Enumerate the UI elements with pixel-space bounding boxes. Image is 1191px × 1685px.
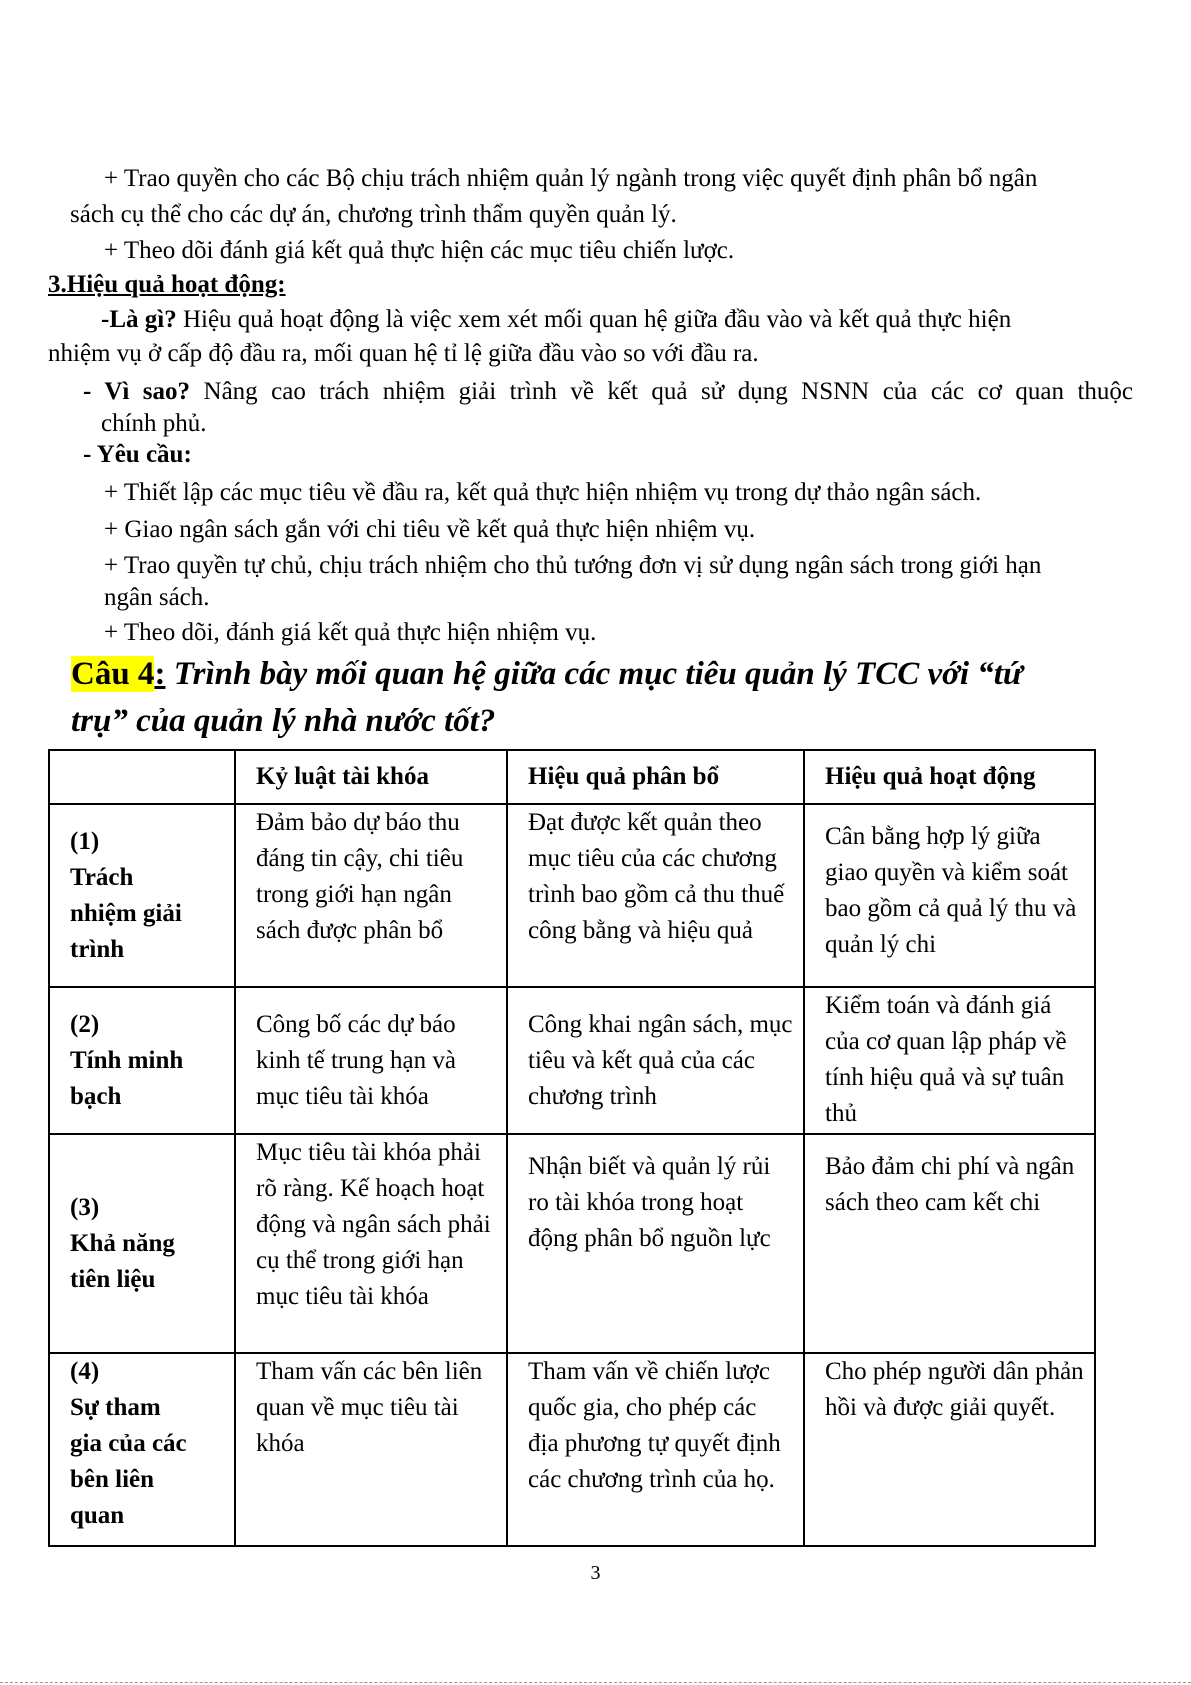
table-cell: Đảm bảo dự báo thu đáng tin cậy, chi tiêu trong giới hạn ngân sách được phân bổ <box>235 804 507 987</box>
row-head-line: (2) <box>70 1010 100 1038</box>
table-cell: Cân bằng hợp lý giữa giao quyền và kiểm soát bao gồm cả quả lý thu và quản lý chi <box>804 804 1095 987</box>
section-heading: 3.Hiệu quả hoạt động: <box>48 271 286 298</box>
row-head-accountability <box>49 804 235 987</box>
question-text-2: trụ” của quản lý nhà nước tốt? <box>71 703 496 739</box>
why-label: - Vì sao? <box>83 378 191 405</box>
pillars-table <box>48 749 1096 1547</box>
requirement-2: + Giao ngân sách gắn với chi tiêu về kết quả thực hiện nhiệm vụ. <box>104 516 756 543</box>
question-colon: : <box>154 656 166 692</box>
row-head-line: (1) <box>70 827 100 855</box>
table-cell: Nhận biết và quản lý rủi ro tài khóa trong hoạt động phân bổ nguồn lực <box>507 1134 804 1353</box>
question-label: Câu 4 <box>71 656 155 692</box>
intro-line-1: + Trao quyền cho các Bộ chịu trách nhiệm quản lý ngành trong việc quyết định phân bổ ngân <box>104 165 1038 192</box>
row-head-line: (4) <box>70 1358 100 1385</box>
table-cell: Công bố các dự báo kinh tế trung hạn và mục tiêu tài khóa <box>235 987 507 1134</box>
row-head-line: Trách <box>70 863 134 891</box>
question-text-1: Trình bày mối quan hệ giữa các mục tiêu quản lý TCC với “tứ <box>165 656 1023 692</box>
row-head-participation <box>49 1353 235 1546</box>
row-head-line: nhiệm giải <box>70 899 182 927</box>
table-cell: Tham vấn các bên liên quan về mục tiêu tài khóa <box>235 1353 507 1546</box>
requirement-3b: ngân sách. <box>104 584 210 611</box>
row-head-predictability <box>49 1134 235 1353</box>
table-row <box>49 804 1095 987</box>
what-text-1: Hiệu quả hoạt động là việc xem xét mối quan hệ giữa đầu vào và kết quả thực hiện <box>176 306 1012 333</box>
why-text-1: Nâng cao trách nhiệm giải trình về kết quả sử dụng NSNN của các cơ quan thuộc <box>190 378 1134 405</box>
table-cell: Cho phép người dân phản hồi và được giải quyết. <box>804 1353 1095 1546</box>
row-head-line: bên liên <box>70 1466 155 1493</box>
row-head-line: quan <box>70 1502 125 1529</box>
page-bottom-divider <box>0 1682 1191 1683</box>
row-head-line: (3) <box>70 1193 100 1221</box>
requirement-3a: + Trao quyền tự chủ, chịu trách nhiệm cho thủ tướng đơn vị sử dụng ngân sách trong giới hạn <box>104 552 1042 579</box>
question-line-1 <box>71 651 1023 697</box>
page-number: 3 <box>590 1562 601 1584</box>
row-head-line: trình <box>70 935 125 963</box>
why-paragraph <box>83 376 1133 408</box>
intro-line-2: sách cụ thể cho các dự án, chương trình thẩm quyền quản lý. <box>70 201 677 228</box>
table-cell: Đạt được kết quản theo mục tiêu của các chương trình bao gồm cả thu thuế công bằng và hiệu quả <box>507 804 804 987</box>
table-row <box>49 1134 1095 1353</box>
table-header-fiscal-discipline: Kỷ luật tài khóa <box>235 750 507 804</box>
requirements-label: - Yêu cầu: <box>83 441 192 468</box>
intro-line-3: + Theo dõi đánh giá kết quả thực hiện các mục tiêu chiến lược. <box>104 237 735 264</box>
row-head-line: gia của các <box>70 1430 187 1457</box>
what-label: -Là gì? <box>101 306 177 333</box>
row-head-line: Khả năng <box>70 1229 175 1257</box>
table-cell: Công khai ngân sách, mục tiêu và kết quả của các chương trình <box>507 987 804 1134</box>
table-row <box>49 987 1095 1134</box>
table-cell: Mục tiêu tài khóa phải rõ ràng. Kế hoạch hoạt động và ngân sách phải cụ thể trong giới hạn mục tiêu tài khóa <box>235 1134 507 1353</box>
table-header-empty <box>49 750 235 804</box>
table-row <box>49 1353 1095 1546</box>
row-head-line: tiên liệu <box>70 1265 156 1293</box>
what-paragraph <box>101 304 1011 336</box>
table-cell: Bảo đảm chi phí và ngân sách theo cam kết chi <box>804 1134 1095 1353</box>
table-header-operational-efficiency: Hiệu quả hoạt động <box>804 750 1095 804</box>
row-head-line: Sự tham <box>70 1394 161 1421</box>
what-text-2: nhiệm vụ ở cấp độ đầu ra, mối quan hệ tỉ lệ giữa đầu vào so với đầu ra. <box>48 340 759 367</box>
why-text-2: chính phủ. <box>101 410 207 437</box>
table-cell: Kiểm toán và đánh giá của cơ quan lập pháp về tính hiệu quả và sự tuân thủ <box>804 987 1095 1134</box>
requirement-4: + Theo dõi, đánh giá kết quả thực hiện nhiệm vụ. <box>104 619 597 646</box>
table-cell: Tham vấn về chiến lược quốc gia, cho phép các địa phương tự quyết định các chương trình của họ. <box>507 1353 804 1546</box>
row-head-transparency <box>49 987 235 1134</box>
row-head-line: Tính minh <box>70 1046 184 1074</box>
row-head-line: bạch <box>70 1082 122 1110</box>
table-header-row <box>49 750 1095 804</box>
table-header-allocative-efficiency: Hiệu quả phân bổ <box>507 750 804 804</box>
requirement-1: + Thiết lập các mục tiêu về đầu ra, kết quả thực hiện nhiệm vụ trong dự thảo ngân sách. <box>104 479 982 506</box>
